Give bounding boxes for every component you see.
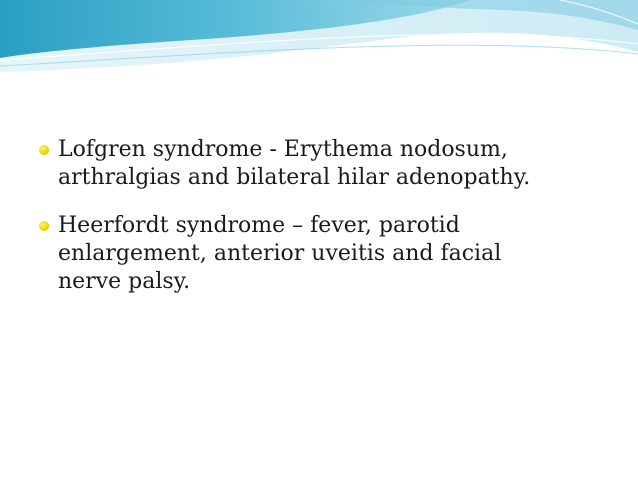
- bullet-dot-icon: [39, 221, 49, 231]
- bullet-list: [36, 136, 616, 316]
- bullet-item: [36, 136, 616, 192]
- bullet-item: [36, 212, 616, 296]
- bullet-text-lofgren: Lofgren syndrome - Erythema nodosum, arthralgias and bilateral hilar adenopathy.: [58, 137, 531, 190]
- bullet-dot-icon: [39, 145, 49, 155]
- wave-header-decoration: [0, 0, 638, 80]
- bullet-text-heerfordt: Heerfordt syndrome – fever, parotid enlargement, anterior uveitis and facial nerve palsy.: [58, 213, 502, 294]
